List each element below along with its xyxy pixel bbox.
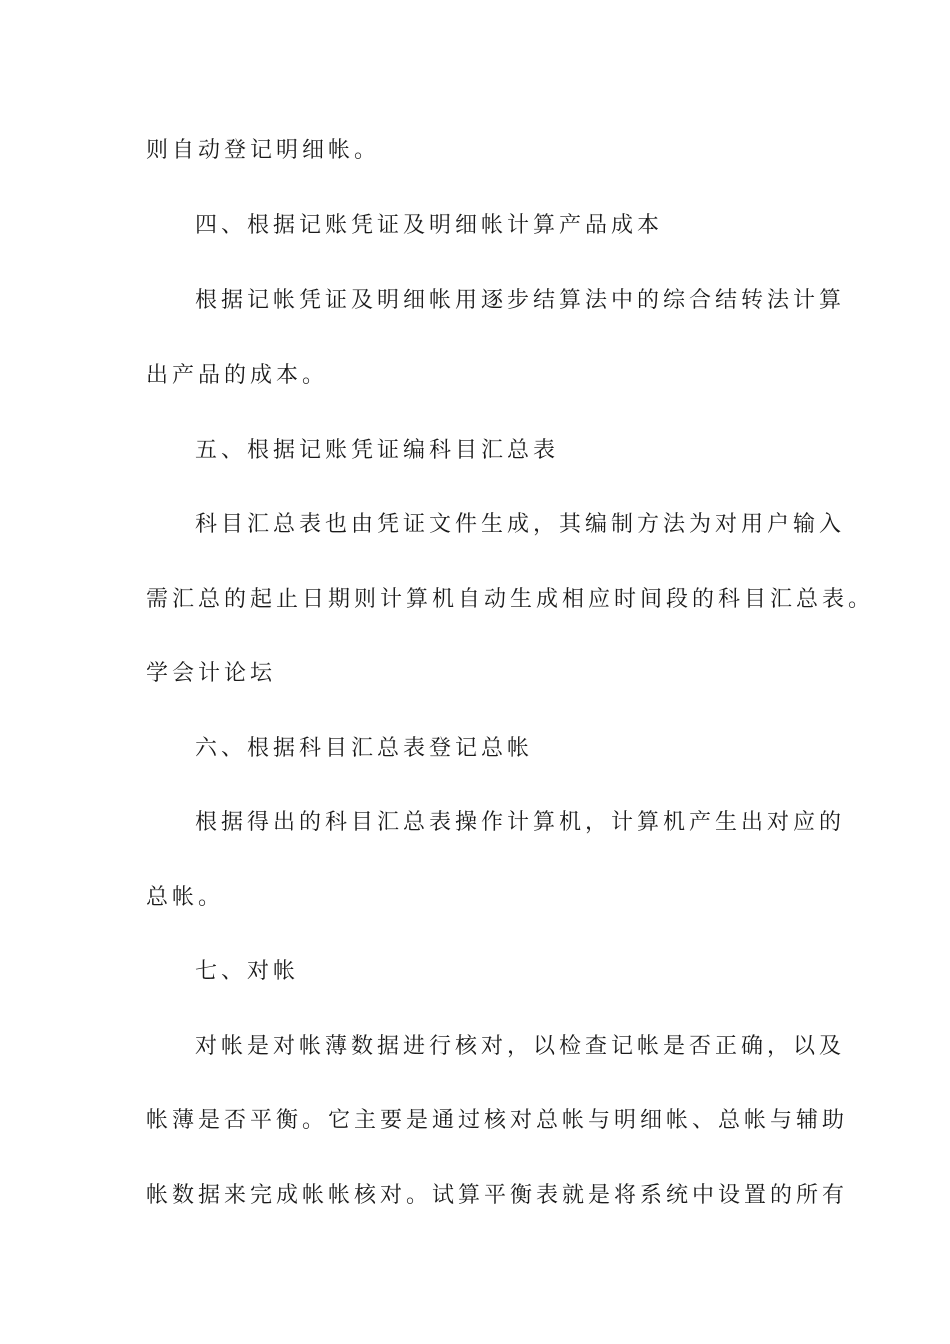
section-heading-4: 四、根据记账凭证及明细帐计算产品成本: [195, 213, 664, 238]
body-text-line: 根据记帐凭证及明细帐用逐步结算法中的综合结转法计算: [195, 288, 846, 313]
body-text-line: 根据得出的科目汇总表操作计算机，计算机产生出对应的: [195, 810, 846, 835]
body-text-line: 总帐。: [146, 885, 225, 910]
section-heading-7: 七、对帐: [195, 959, 300, 984]
body-text-line: 需汇总的起止日期则计算机自动生成相应时间段的科目汇总表。: [146, 587, 875, 612]
body-text-line: 出产品的成本。: [146, 363, 329, 388]
body-text-line: 科目汇总表也由凭证文件生成，其编制方法为对用户输入: [195, 512, 846, 537]
section-heading-5: 五、根据记账凭证编科目汇总表: [195, 438, 560, 463]
watermark-text: 学会计论坛: [146, 661, 277, 686]
section-heading-6: 六、根据科目汇总表登记总帐: [195, 736, 534, 761]
body-text-line: 帐数据来完成帐帐核对。试算平衡表就是将系统中设置的所有: [146, 1183, 849, 1208]
body-text-line: 对帐是对帐薄数据进行核对，以检查记帐是否正确，以及: [195, 1034, 846, 1059]
body-text-line: 则自动登记明细帐。: [146, 138, 381, 163]
body-text-line: 帐薄是否平衡。它主要是通过核对总帐与明细帐、总帐与辅助: [146, 1108, 849, 1133]
